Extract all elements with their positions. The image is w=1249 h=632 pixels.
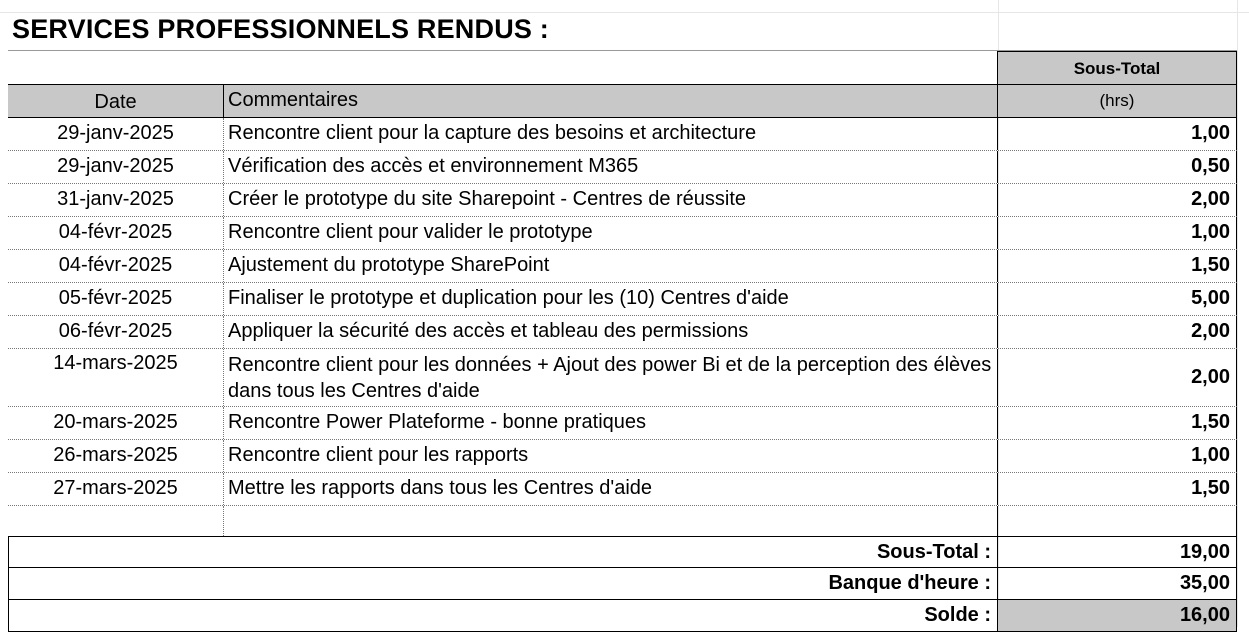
row-hours: 1,00 (997, 217, 1237, 249)
row-hours: 2,00 (997, 316, 1237, 348)
row-comment: Rencontre client pour la capture des besoins et architecture (223, 118, 997, 150)
table-row (8, 184, 1237, 217)
subtotal-row (8, 537, 1237, 568)
table-row (8, 250, 1237, 283)
row-date: 27-mars-2025 (53, 477, 178, 499)
blank-cell (223, 506, 997, 536)
row-comment: Rencontre client pour les rapports (223, 440, 997, 472)
row-comment: Rencontre client pour les données + Ajout des power Bi et de la perception des élèves dans tous les Centres d'aide (223, 349, 997, 406)
row-date: 05-févr-2025 (58, 287, 173, 309)
table-row (8, 118, 1237, 151)
table-row (8, 283, 1237, 316)
blank-row (8, 506, 1237, 537)
row-hours: 2,00 (997, 349, 1237, 406)
row-hours: 0,50 (997, 151, 1237, 183)
bank-row (8, 568, 1237, 600)
row-comment: Appliquer la sécurité des accès et tableau des permissions (223, 316, 997, 348)
row-hours: 1,00 (997, 440, 1237, 472)
header-row-top (8, 50, 1237, 84)
row-comment: Ajustement du prototype SharePoint (223, 250, 997, 282)
row-hours: 2,00 (997, 184, 1237, 216)
row-comment: Mettre les rapports dans tous les Centres d'aide (223, 473, 997, 505)
row-comment: Vérification des accès et environnement M365 (223, 151, 997, 183)
header-comments: Commentaires (223, 85, 997, 117)
header-unit: (hrs) (997, 85, 1237, 117)
row-date: 04-févr-2025 (58, 254, 173, 276)
row-date: 04-févr-2025 (58, 221, 173, 243)
row-hours: 1,50 (997, 250, 1237, 282)
table-body (8, 118, 1237, 506)
row-date: 31-janv-2025 (57, 188, 174, 210)
bank-label: Banque d'heure : (8, 568, 997, 599)
row-date: 26-mars-2025 (53, 444, 178, 466)
row-date: 29-janv-2025 (57, 122, 174, 144)
table-row (8, 440, 1237, 473)
table-row (8, 316, 1237, 349)
grid-line (1237, 0, 1238, 627)
row-date: 20-mars-2025 (53, 411, 178, 433)
row-comment: Finaliser le prototype et duplication pour les (10) Centres d'aide (223, 283, 997, 315)
row-hours: 5,00 (997, 283, 1237, 315)
table-row (8, 151, 1237, 184)
row-hours: 1,00 (997, 118, 1237, 150)
header-empty-date (8, 51, 223, 84)
bank-value: 35,00 (997, 568, 1237, 599)
row-hours: 1,50 (997, 407, 1237, 439)
row-date: 29-janv-2025 (57, 155, 174, 177)
row-comment: Rencontre Power Plateforme - bonne pratiques (223, 407, 997, 439)
table-row (8, 407, 1237, 440)
subtotal-value: 19,00 (997, 537, 1237, 567)
balance-label: Solde : (8, 600, 997, 631)
balance-value: 16,00 (997, 600, 1237, 631)
balance-row (8, 600, 1237, 632)
header-row (8, 84, 1237, 118)
header-subtotal: Sous-Total (997, 51, 1237, 84)
row-hours: 1,50 (997, 473, 1237, 505)
table-row (8, 473, 1237, 506)
header-date: Date (94, 91, 137, 113)
row-comment: Créer le prototype du site Sharepoint - Centres de réussite (223, 184, 997, 216)
row-date: 14-mars-2025 (53, 352, 178, 374)
table-row (8, 349, 1237, 407)
row-comment: Rencontre client pour valider le prototype (223, 217, 997, 249)
subtotal-label: Sous-Total : (8, 537, 997, 567)
grid-line (0, 12, 1249, 13)
header-empty-comments (223, 51, 997, 84)
table-row (8, 217, 1237, 250)
blank-cell (8, 506, 223, 536)
services-table (8, 50, 1237, 632)
page-title: SERVICES PROFESSIONNELS RENDUS : (12, 14, 549, 44)
blank-cell (997, 506, 1237, 536)
row-date: 06-févr-2025 (58, 320, 173, 342)
